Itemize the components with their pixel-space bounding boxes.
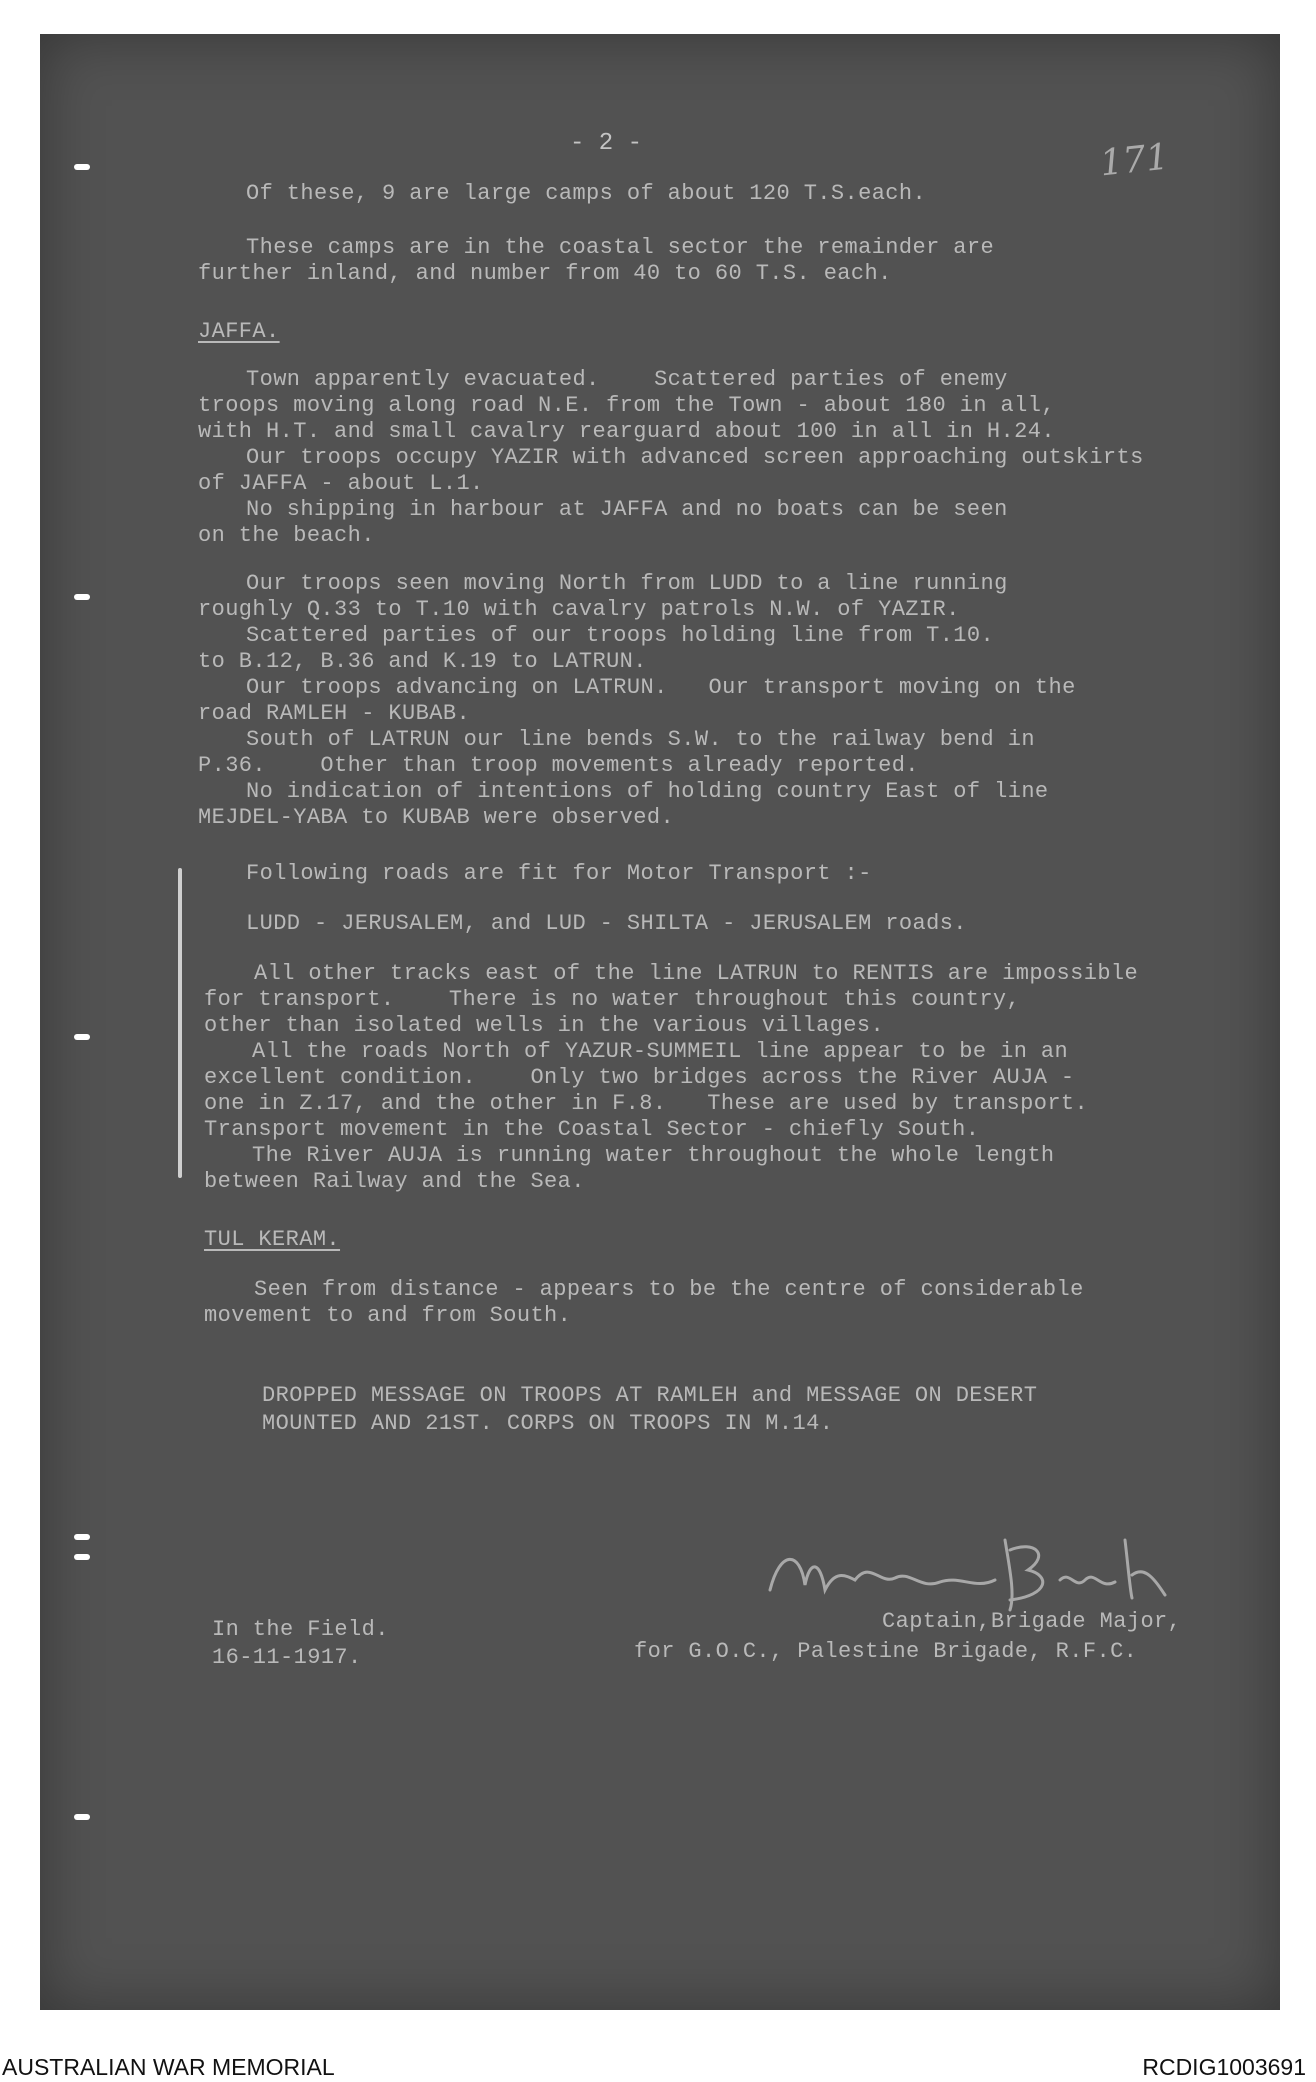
jaffa-line: troops moving along road N.E. from the Town - about 180 in all, xyxy=(198,393,1055,418)
signatory-for: for G.O.C., Palestine Brigade, R.F.C. xyxy=(634,1639,1138,1664)
jaffa-line: with H.T. and small cavalry rearguard about 100 in all in H.24. xyxy=(198,419,1055,444)
signatory-title: Captain,Brigade Major, xyxy=(882,1609,1182,1634)
handwritten-signature xyxy=(760,1520,1180,1620)
tul-keram-line: Seen from distance - appears to be the centre of considerable xyxy=(254,1277,1084,1302)
roads-line: Transport movement in the Coastal Sector - chiefly South. xyxy=(204,1117,980,1142)
place-label: In the Field. xyxy=(212,1617,389,1642)
troops-line: roughly Q.33 to T.10 with cavalry patrols N.W. of YAZIR. xyxy=(198,597,960,622)
troops-line: No indication of intentions of holding country East of line xyxy=(246,779,1049,804)
footer-record-id: RCDIG1003691 xyxy=(1142,2054,1306,2080)
roads-line: one in Z.17, and the other in F.8. These are used by transport. xyxy=(204,1091,1089,1116)
intro-line: Of these, 9 are large camps of about 120 T.S.each. xyxy=(246,181,927,206)
troops-line: to B.12, B.36 and K.19 to LATRUN. xyxy=(198,649,647,674)
footer-institution: AUSTRALIAN WAR MEMORIAL xyxy=(2,2054,335,2080)
margin-bracket xyxy=(178,868,182,1178)
jaffa-line: Town apparently evacuated. Scattered parties of enemy xyxy=(246,367,1008,392)
troops-line: Our troops seen moving North from LUDD to a line running xyxy=(246,571,1008,596)
roads-line: between Railway and the Sea. xyxy=(204,1169,585,1194)
intro-line: These camps are in the coastal sector the remainder are xyxy=(246,235,995,260)
troops-line: road RAMLEH - KUBAB. xyxy=(198,701,471,726)
troops-line: MEJDEL-YABA to KUBAB were observed. xyxy=(198,805,675,830)
jaffa-line: No shipping in harbour at JAFFA and no boats can be seen xyxy=(246,497,1008,522)
roads-list: LUDD - JERUSALEM, and LUD - SHILTA - JERUSALEM roads. xyxy=(246,911,967,936)
roads-line: All the roads North of YAZUR-SUMMEIL line appear to be in an xyxy=(252,1039,1069,1064)
section-heading-jaffa: JAFFA. xyxy=(198,319,280,344)
troops-line: South of LATRUN our line bends S.W. to the railway bend in xyxy=(246,727,1035,752)
troops-line: P.36. Other than troop movements already reported. xyxy=(198,753,919,778)
roads-line: excellent condition. Only two bridges across the River AUJA - xyxy=(204,1065,1075,1090)
troops-line: Scattered parties of our troops holding line from T.10. xyxy=(246,623,995,648)
intro-line: further inland, and number from 40 to 60 T.S. each. xyxy=(198,261,892,286)
roads-intro: Following roads are fit for Motor Transport :- xyxy=(246,861,872,886)
roads-line: All other tracks east of the line LATRUN to RENTIS are impossible xyxy=(254,961,1139,986)
dropped-message-line: MOUNTED AND 21ST. CORPS ON TROOPS IN M.14. xyxy=(262,1411,834,1436)
roads-line: other than isolated wells in the various villages. xyxy=(204,1013,885,1038)
tul-keram-line: movement to and from South. xyxy=(204,1303,572,1328)
roads-line: The River AUJA is running water throughout the whole length xyxy=(252,1143,1055,1168)
folio-number: 171 xyxy=(1098,136,1171,185)
date-label: 16-11-1917. xyxy=(212,1645,362,1670)
page-number: - 2 - xyxy=(570,130,643,157)
section-heading-tul-keram: TUL KERAM. xyxy=(204,1227,341,1252)
roads-line: for transport. There is no water throughout this country, xyxy=(204,987,1021,1012)
dropped-message-line: DROPPED MESSAGE ON TROOPS AT RAMLEH and MESSAGE ON DESERT xyxy=(262,1383,1038,1408)
troops-line: Our troops advancing on LATRUN. Our transport moving on the xyxy=(246,675,1076,700)
jaffa-line: Our troops occupy YAZIR with advanced screen approaching outskirts xyxy=(246,445,1144,470)
jaffa-line: of JAFFA - about L.1. xyxy=(198,471,484,496)
jaffa-line: on the beach. xyxy=(198,523,375,548)
